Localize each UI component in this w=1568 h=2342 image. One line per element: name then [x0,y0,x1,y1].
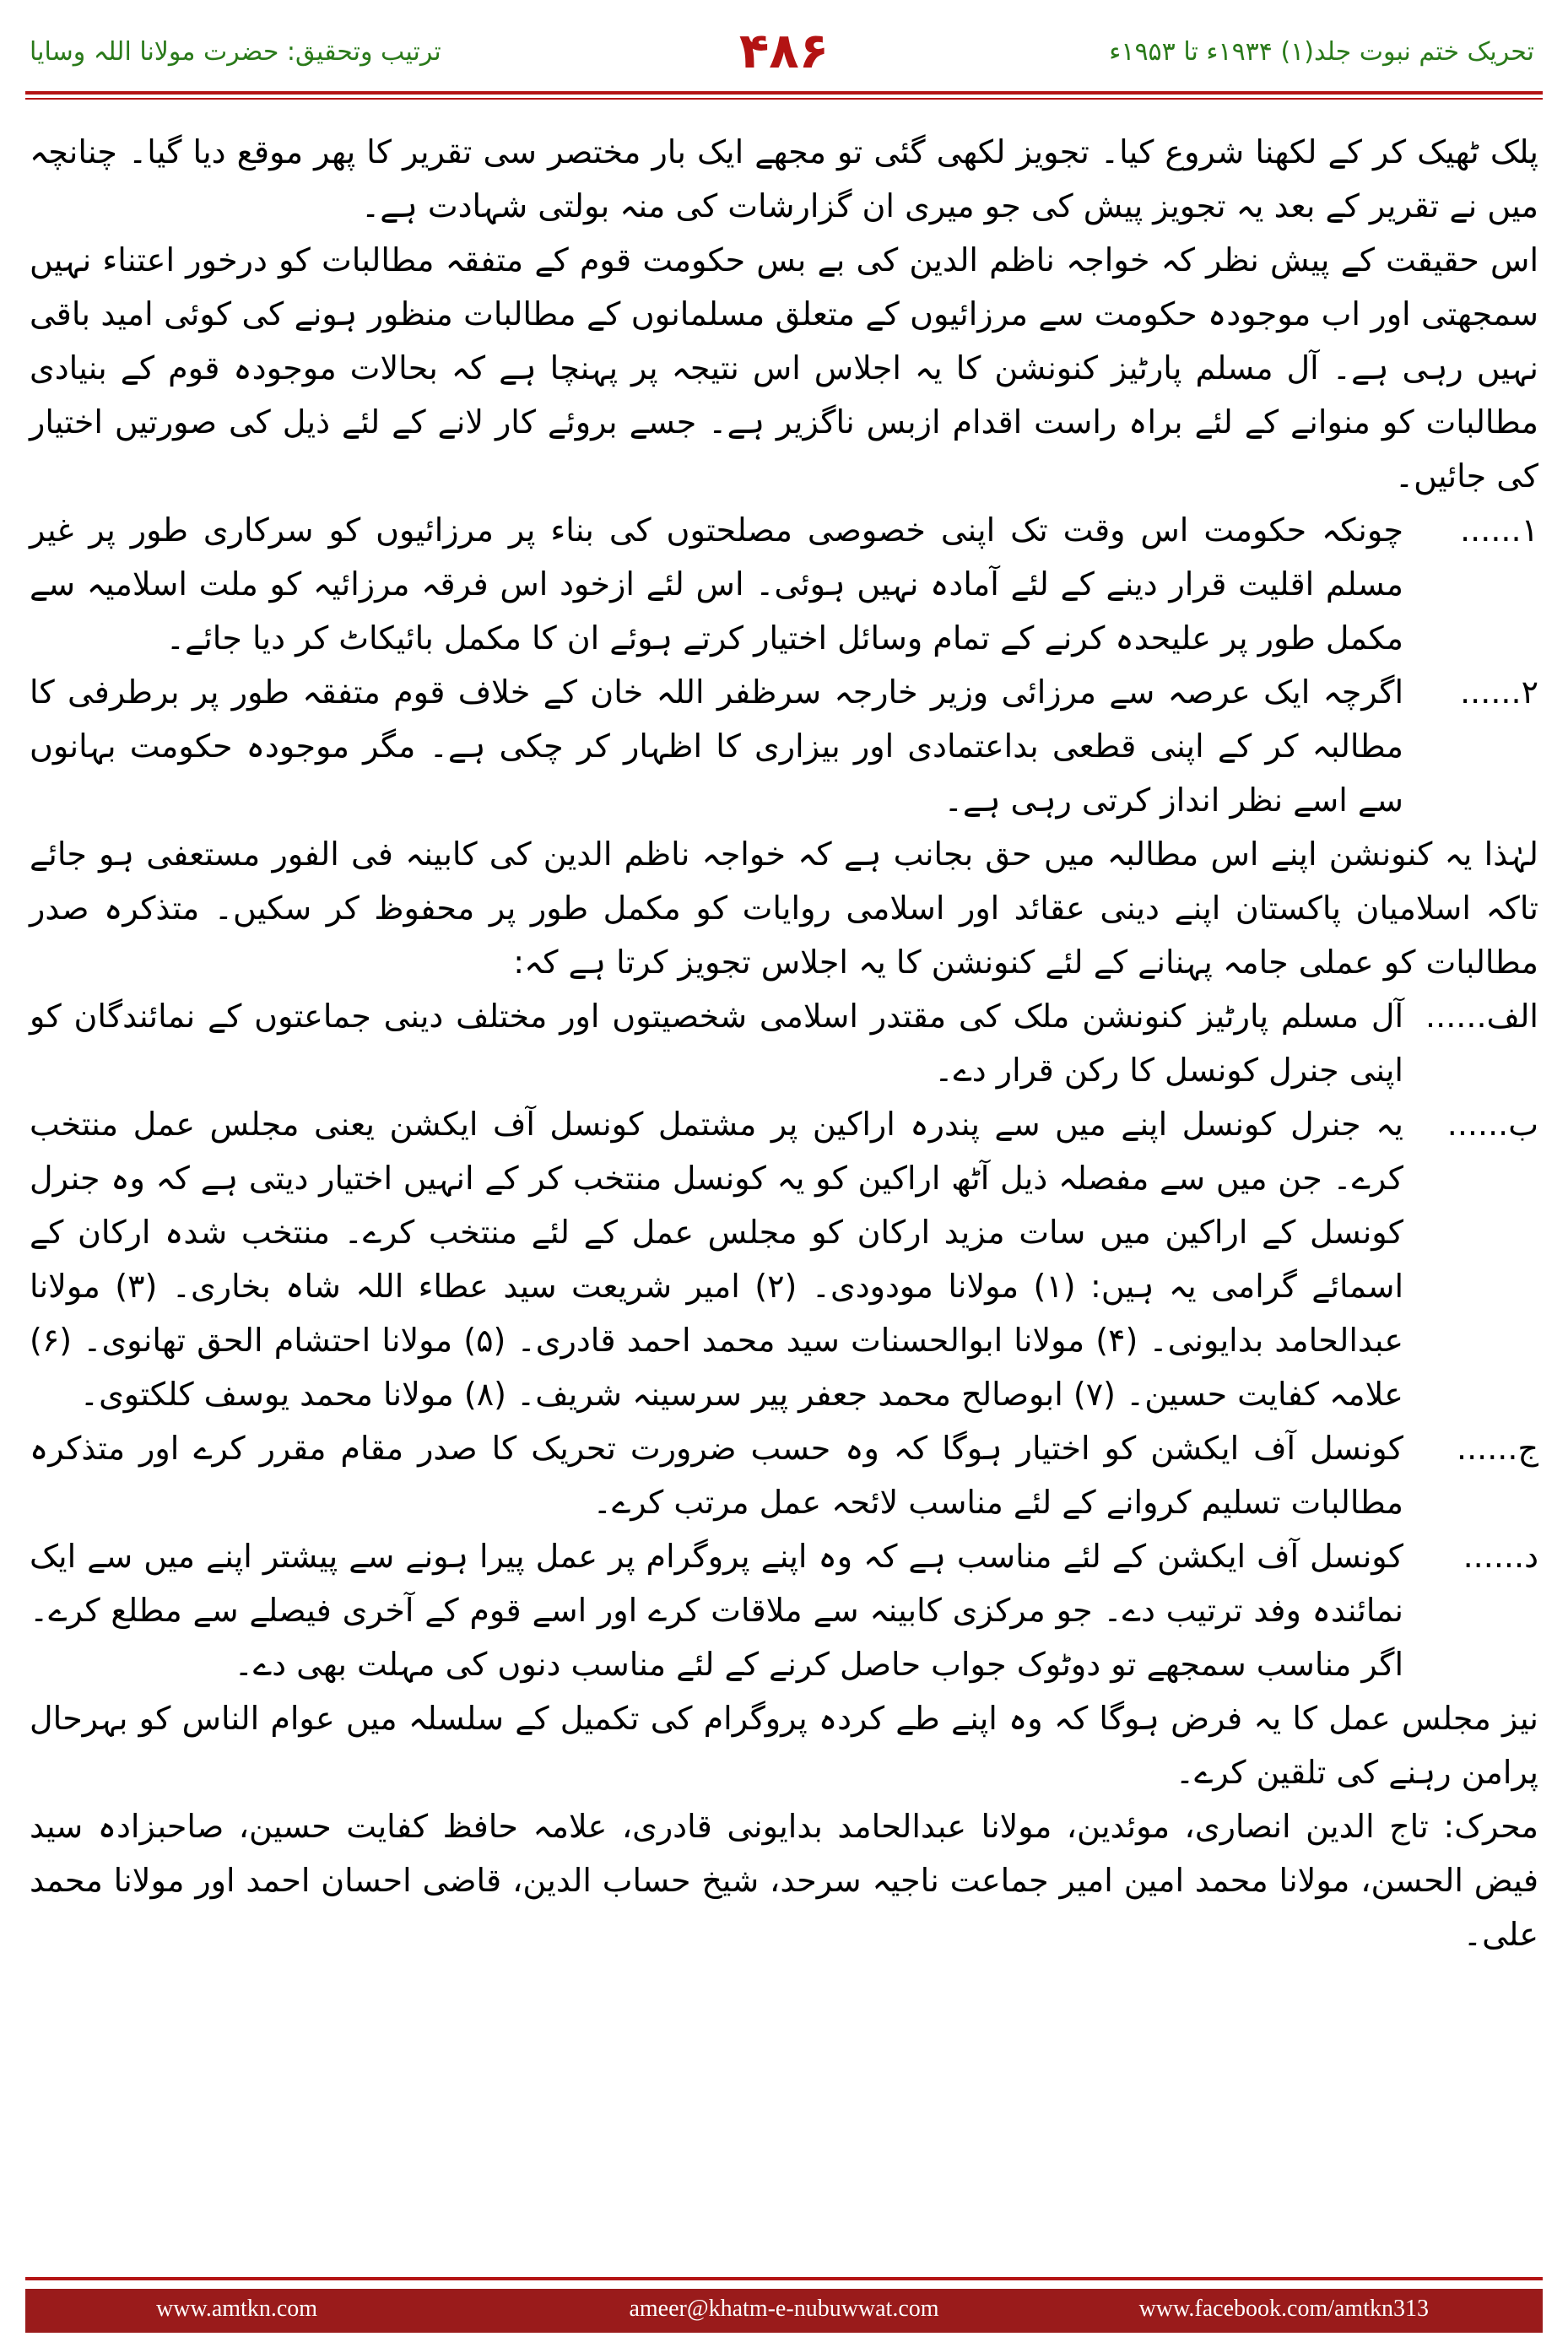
footer-divider [25,2277,1543,2280]
list-item-text: یہ جنرل کونسل اپنے میں سے پندرہ اراکین پر مشتمل کونسل آف ایکشن یعنی مجلس عمل منتخب کرے۔ جن میں سے مفصلہ ذیل آٹھ اراکین کو یہ کونسل منتخب کر کے انہیں اختیار دیتی ہے کہ وہ جنرل کونسل کے اراکین میں سات مزید ارکان کو مجلس عمل کے لئے منتخب کرے۔ منتخب شدہ ارکان کے اسمائے گرامی یہ ہیں: (۱) مولانا مودودی۔ (۲) امیر شریعت سید عطاء اللہ شاہ بخاری۔ (۳) مولانا عبدالحامد بدایونی۔ (۴) مولانا ابوالحسنات سید محمد احمد قادری۔ (۵) مولانا احتشام الحق تھانوی۔ (۶) علامہ کفایت حسین۔ (۷) ابوصالح محمد جعفر پیر سرسینہ شریف۔ (۸) مولانا محمد یوسف کلکتوی۔ [30,1106,1404,1413]
list-marker: ۲...... [1460,673,1538,711]
list-item-text: آل مسلم پارٹیز کنونشن ملک کی مقتدر اسلامی شخصیتوں اور مختلف دینی جماعتوں کے نمائندگان کو اپنی جنرل کونسل کا رکن قرار دے۔ [30,998,1403,1089]
list-marker: ج...... [1456,1430,1538,1467]
list-item [30,1421,1538,1529]
list-item [30,1529,1538,1691]
list-item [30,503,1538,665]
paragraph-duty: نیز مجلس عمل کا یہ فرض ہوگا کہ وہ اپنے طے کردہ پروگرام کی تکمیل کے سلسلہ میں عوام الناس کو بہرحال پرامن رہنے کی تلقین کرے۔ [30,1700,1538,1791]
website-link[interactable]: www.amtkn.com [156,2296,318,2322]
list-marker: الف...... [1425,998,1538,1035]
list-marker: د...... [1463,1538,1538,1575]
paragraph-resolution: اس حقیقت کے پیش نظر کہ خواجہ ناظم الدین کی بے بس حکومت قوم کے متفقہ مطالبات کو درخور اعتناء نہیں سمجھتی اور اب موجودہ حکومت سے مرزائیوں کے متعلق مسلمانوں کے مطالبات منظور ہونے کی کوئی امید باقی نہیں رہی ہے۔ آل مسلم پارٹیز کنونشن کا یہ اجلاس اس نتیجہ پر پہنچا ہے کہ بحالات موجودہ قوم کے بنیادی مطالبات کو منوانے کے لئے براہ راست اقدام ازبس ناگزیر ہے۔ جسے بروئے کار لانے کے لئے ذیل کی صورتیں اختیار کی جائیں۔ [30,241,1538,495]
page-number: ۴۸۶ [738,22,830,79]
list-item [30,665,1538,827]
list-item-text: کونسل آف ایکشن کو اختیار ہوگا کہ وہ حسب ضرورت تحریک کا صدر مقام مقرر کرے اور متذکرہ مطالبات تسلیم کروانے کے لئے مناسب لائحہ عمل مرتب کرے۔ [30,1430,1403,1521]
header-divider-thin [25,98,1543,100]
list-marker: ب...... [1446,1106,1538,1143]
page-body [30,125,1538,1961]
page-footer [0,2277,1568,2342]
list-item [30,989,1538,1097]
list-item-text: کونسل آف ایکشن کے لئے مناسب ہے کہ وہ اپنے پروگرام پر عمل پیرا ہونے سے پیشتر اپنے میں سے ایک نمائندہ وفد ترتیب دے۔ جو مرکزی کابینہ سے ملاقات کرے اور اسے قوم کے آخری فیصلے سے مطلع کرے۔ اگر مناسب سمجھے تو دوٹوک جواب حاصل کرنے کے لئے مناسب دنوں کی مہلت بھی دے۔ [30,1538,1403,1683]
facebook-link[interactable]: www.facebook.com/amtkn313 [1138,2296,1429,2322]
paragraph-movers: محرک: تاج الدین انصاری، موئدین، مولانا عبدالحامد بدایونی قادری، علامہ حافظ کفایت حسین، صاحبزادہ سید فیض الحسن، مولانا محمد امین امیر جماعت ناجیہ سرحد، شیخ حساب الدین، قاضی احسان احمد اور مولانا محمد علی۔ [30,1808,1538,1953]
list-item [30,1097,1538,1421]
header-divider [25,91,1543,95]
email-link[interactable]: ameer@khatm-e-nubuwwat.com [629,2296,939,2322]
list-marker: ۱...... [1460,511,1538,549]
paragraph-demand: لہٰذا یہ کنونشن اپنے اس مطالبہ میں حق بجانب ہے کہ خواجہ ناظم الدین کی کابینہ فی الفور مستعفی ہو جائے تاکہ اسلامیان پاکستان اپنے دینی عقائد اور اسلامی روایات کو مکمل طور پر محفوظ کر سکیں۔ متذکرہ صدر مطالبات کو عملی جامہ پہنانے کے لئے کنونشن کا یہ اجلاس تجویز کرتا ہے کہ: [30,836,1538,981]
paragraph-intro: پلک ٹھیک کر کے لکھنا شروع کیا۔ تجویز لکھی گئی تو مجھے ایک بار مختصر سی تقریر کا پھر موقع دیا گیا۔ چنانچہ میں نے تقریر کے بعد یہ تجویز پیش کی جو میری ان گزارشات کی منہ بولتی شہادت ہے۔ [30,133,1538,224]
list-item-text: اگرچہ ایک عرصہ سے مرزائی وزیر خارجہ سرظفر اللہ خان کے خلاف قوم متفقہ طور پر برطرفی کا مطالبہ کر کے اپنی قطعی بداعتمادی اور بیزاری کا اظہار کر چکی ہے۔ مگر موجودہ حکومت بہانوں سے اسے نظر انداز کرتی رہی ہے۔ [30,673,1403,819]
page-header [0,0,1568,93]
compiler-credit: ترتیب وتحقیق: حضرت مولانا اللہ وسایا [30,37,441,67]
book-title: تحریک ختم نبوت جلد(۱) ۱۹۳۴ء تا ۱۹۵۳ء [1109,37,1534,67]
list-item-text: چونکہ حکومت اس وقت تک اپنی خصوصی مصلحتوں کی بناء پر مرزائیوں کو سرکاری طور پر غیر مسلم اقلیت قرار دینے کے لئے آمادہ نہیں ہوئی۔ اس لئے ازخود اس فرقہ مرزائیہ کو ملت اسلامیہ سے مکمل طور پر علیحدہ کرنے کے تمام وسائل اختیار کرتے ہوئے ان کا مکمل بائیکاٹ کر دیا جائے۔ [30,511,1403,657]
